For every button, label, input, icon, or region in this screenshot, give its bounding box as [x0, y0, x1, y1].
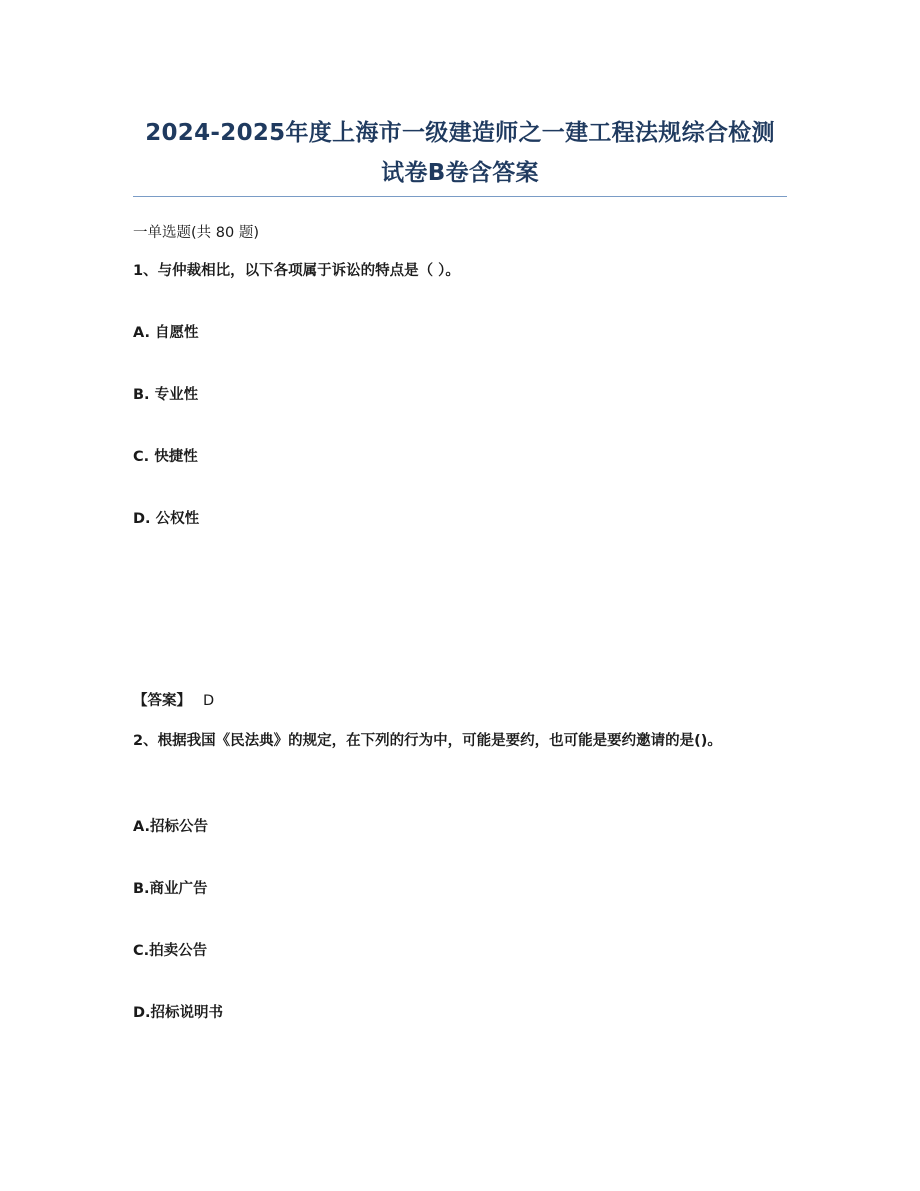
question-2-option-c: C.拍卖公告 [133, 943, 208, 959]
question-1-stem: 1、与仲裁相比，以下各项属于诉讼的特点是（ ）。 [133, 263, 460, 279]
question-2-option-b: B.商业广告 [133, 881, 208, 897]
title-line-1: 2024-2025年度上海市一级建造师之一建工程法规综合检测 [145, 120, 775, 146]
question-1-option-b: B. 专业性 [133, 387, 199, 403]
section-heading: 一单选题(共 80 题) [133, 225, 259, 241]
question-2-option-a: A.招标公告 [133, 819, 208, 835]
page-title [100, 113, 820, 193]
title-line-2: 试卷B卷含答案 [381, 160, 539, 186]
title-divider [133, 196, 787, 197]
answer-value: D [203, 693, 215, 709]
question-2-stem: 2、根据我国《民法典》的规定，在下列的行为中，可能是要约，也可能是要约邀请的是()。 [133, 733, 722, 749]
answer-label: 【答案】 [133, 693, 191, 709]
question-1-option-d: D. 公权性 [133, 511, 200, 527]
question-2-option-d: D.招标说明书 [133, 1005, 224, 1021]
question-1-option-c: C. 快捷性 [133, 449, 198, 465]
question-1-option-a: A. 自愿性 [133, 325, 199, 341]
question-1-answer [133, 690, 793, 712]
